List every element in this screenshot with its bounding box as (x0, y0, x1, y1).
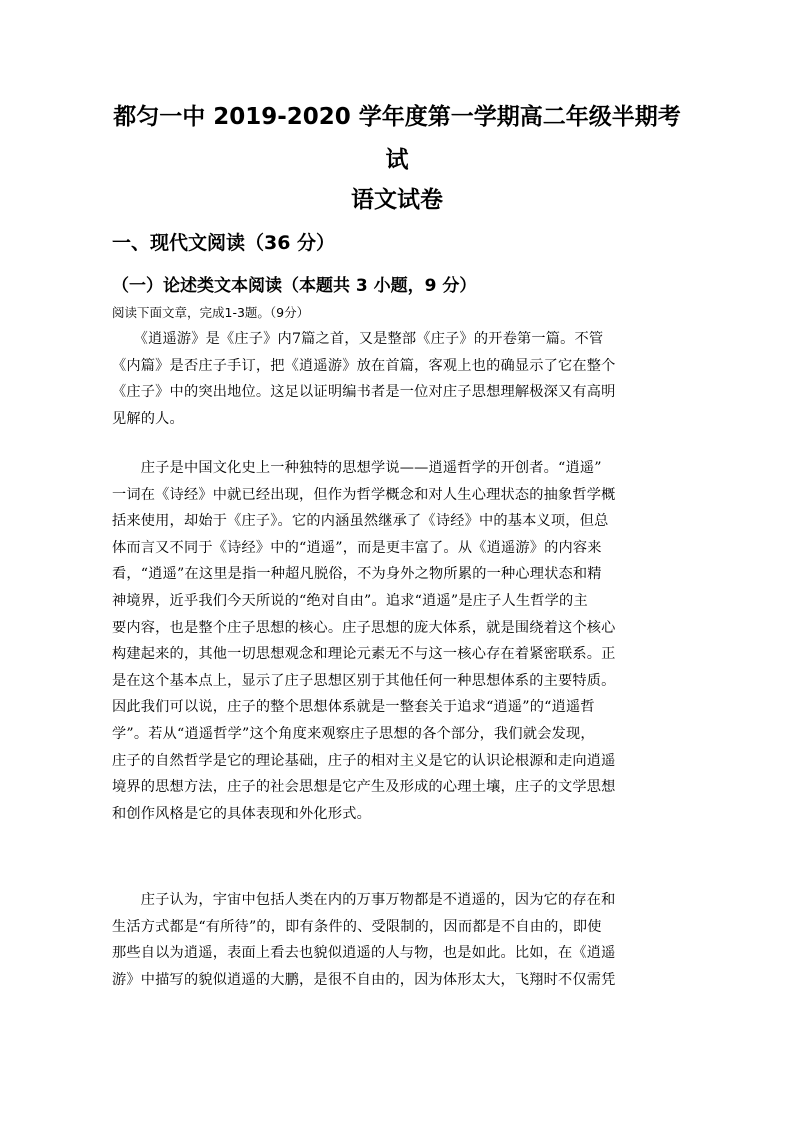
paragraph-2 (112, 455, 682, 827)
paragraph-line: 见解的人。 (112, 410, 184, 427)
section-heading: 一、现代文阅读（36 分） (112, 232, 336, 254)
exam-title-line2: 试 (385, 147, 409, 173)
paragraph-line: 和创作风格是它的具体表现和外化形式。 (112, 805, 371, 822)
paragraph-line: 体而言又不同于《诗经》中的“逍遥”，而是更丰富了。从《逍遥游》的内容来 (112, 539, 602, 556)
paragraph-line: 神境界，近乎我们今天所说的“绝对自由”。追求“逍遥”是庄子人生哲学的主 (112, 592, 588, 609)
paragraph-line: 是在这个基本点上，显示了庄子思想区别于其他任何一种思想体系的主要特质。 (112, 672, 616, 689)
exam-subject-title: 语文试卷 (351, 187, 443, 213)
subsection-heading: （一）论述类文本阅读（本题共 3 小题，9 分） (112, 276, 477, 296)
paragraph-line: 构建起来的，其他一切思想观念和理论元素无不与这一核心存在着紧密联系。正 (112, 646, 616, 663)
paragraph-line: 《逍遥游》是《庄子》内7篇之首，又是整部《庄子》的开卷第一篇。不管 (112, 331, 604, 347)
paragraph-line: 那些自以为逍遥，表面上看去也貌似逍遥的人与物，也是如此。比如，在《逍遥 (112, 945, 616, 962)
paragraph-line: 因此我们可以说，庄子的整个思想体系就是一整套关于追求“逍遥”的“逍遥哲 (112, 699, 595, 716)
reading-instruction: 阅读下面文章，完成1-3题。（9分） (112, 305, 310, 320)
paragraph-3 (112, 887, 682, 993)
paragraph-line: 庄子认为，宇宙中包括人类在内的万事万物都是不逍遥的，因为它的存在和 (112, 892, 616, 908)
paragraph-line: 要内容，也是整个庄子思想的核心。庄子思想的庞大体系，就是围绕着这个核心 (112, 619, 616, 636)
exam-title-line1: 都匀一中 2019-2020 学年度第一学期高二年级半期考 (113, 104, 681, 130)
paragraph-line: 庄子是中国文化史上一种独特的思想学说——逍遥哲学的开创者。“逍遥” (112, 460, 602, 476)
paragraph-line: 《庄子》中的突出地位。这足以证明编书者是一位对庄子思想理解极深又有高明 (112, 384, 616, 401)
paragraph-line: 《内篇》是否庄子手订，把《逍遥游》放在首篇，客观上也的确显示了它在整个 (112, 357, 616, 374)
paragraph-line: 学”。若从“逍遥哲学”这个角度来观察庄子思想的各个部分，我们就会发现， (112, 725, 595, 742)
paragraph-line: 庄子的自然哲学是它的理论基础，庄子的相对主义是它的认识论根源和走向逍遥 (112, 752, 616, 769)
paragraph-line: 看，“逍遥”在这里是指一种超凡脱俗，不为身外之物所累的一种心理状态和精 (112, 566, 602, 583)
paragraph-line: 境界的思想方法，庄子的社会思想是它产生及形成的心理土壤，庄子的文学思想 (112, 779, 616, 796)
paragraph-line: 生活方式都是“有所待”的，即有条件的、受限制的，因而都是不自由的，即使 (112, 918, 602, 935)
paragraph-line: 括来使用，却始于《庄子》。它的内涵虽然继承了《诗经》中的基本义项，但总 (112, 513, 609, 530)
paragraph-line: 一词在《诗经》中就已经出现，但作为哲学概念和对人生心理状态的抽象哲学概 (112, 486, 616, 503)
paragraph-1 (112, 326, 682, 432)
paragraph-line: 游》中描写的貌似逍遥的大鹏，是很不自由的，因为体形太大，飞翔时不仅需凭 (112, 971, 616, 988)
